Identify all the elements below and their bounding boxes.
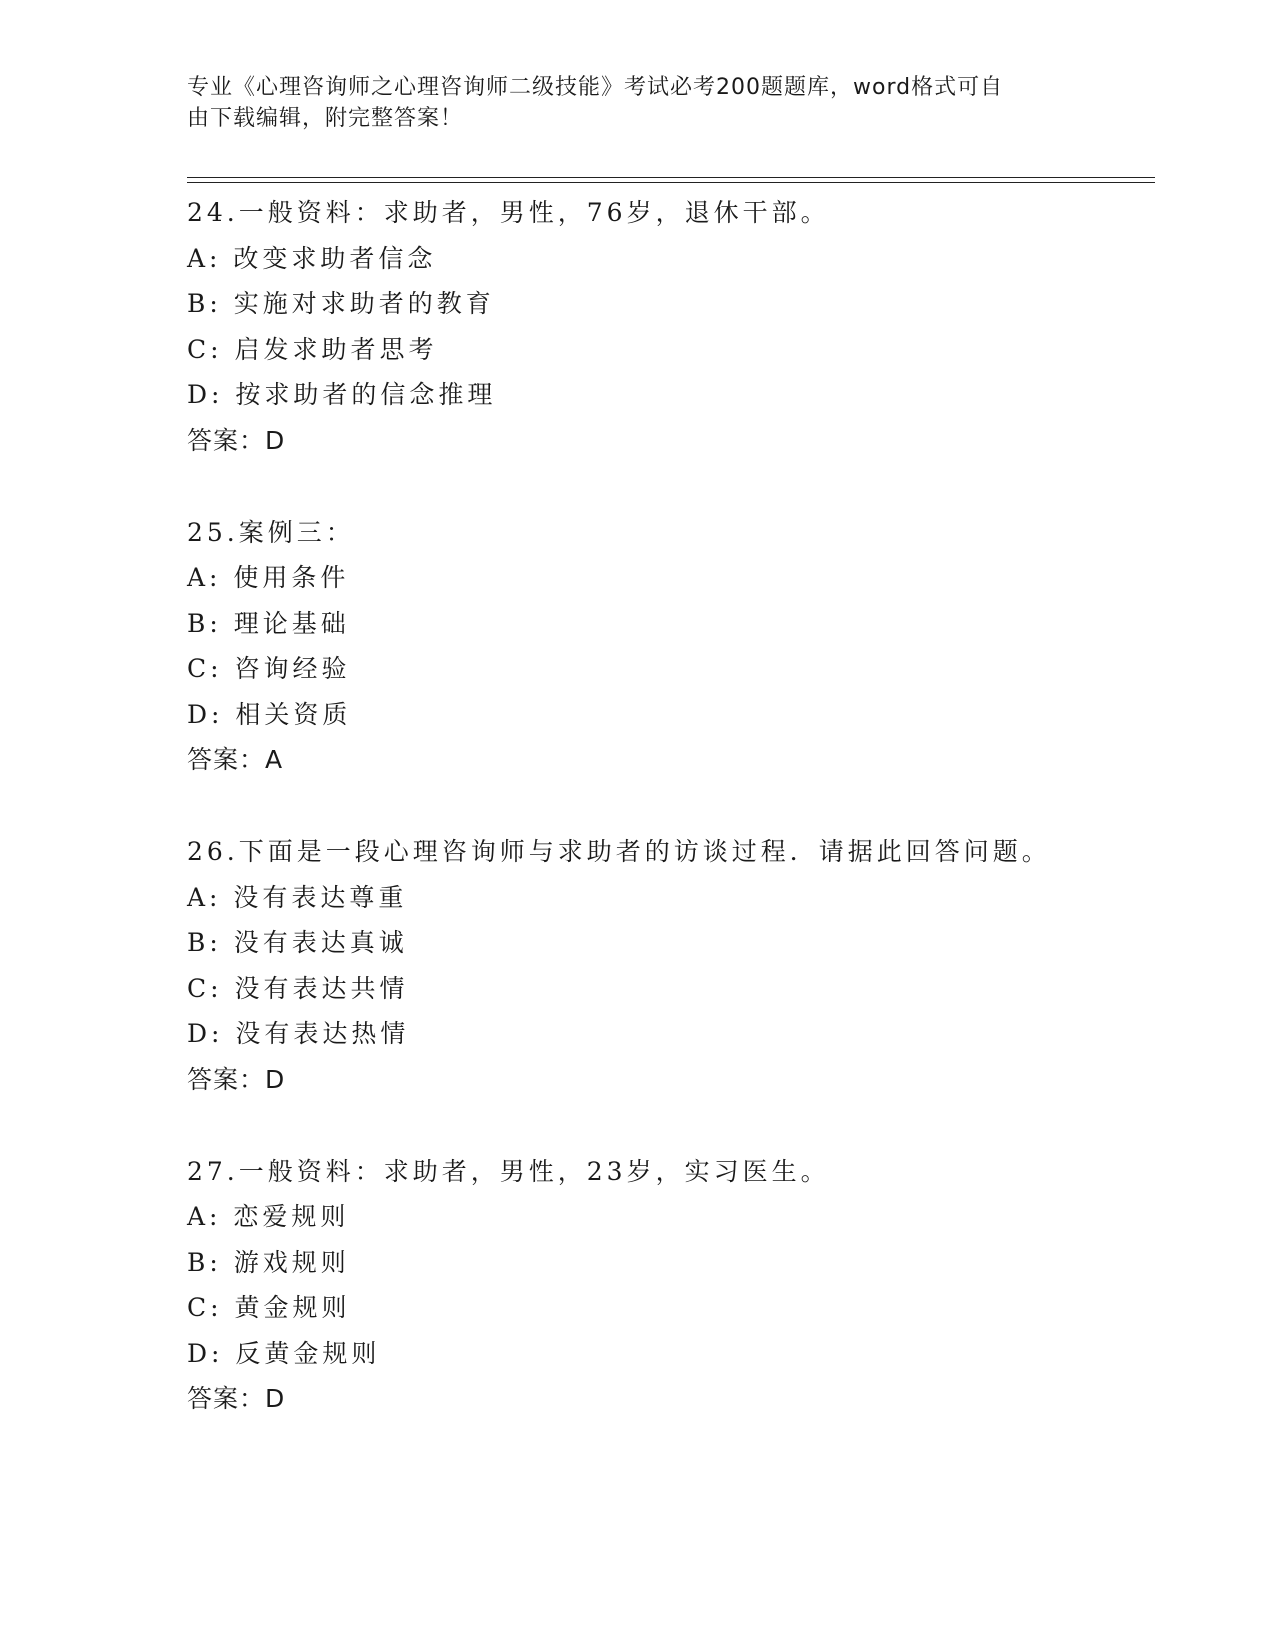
answer-label: 答案：D — [187, 1384, 286, 1413]
option-d: D: 相关资质 — [187, 699, 352, 729]
option-a: A: 恋爱规则 — [187, 1202, 350, 1231]
header-line-1: 专业《心理咨询师之心理咨询师二级技能》考试必考200题题库，word格式可自 — [187, 75, 1004, 100]
option-c: C: 咨询经验 — [187, 654, 351, 683]
option-d: D: 没有表达热情 — [187, 1019, 410, 1048]
option-b: B: 实施对求助者的教育 — [187, 289, 495, 318]
question-26 — [187, 829, 1155, 1103]
option-c: C: 没有表达共情 — [187, 973, 409, 1003]
option-a: A: 使用条件 — [187, 563, 350, 592]
option-b: B: 游戏规则 — [187, 1247, 350, 1277]
question-list — [187, 190, 1155, 1468]
document-header — [187, 72, 1067, 134]
option-d: D: 按求助者的信念推理 — [187, 380, 497, 409]
option-d: D: 反黄金规则 — [187, 1338, 381, 1368]
option-b: B: 没有表达真诚 — [187, 928, 408, 957]
question-stem: 25.案例三： — [187, 517, 355, 547]
question-25 — [187, 510, 1155, 784]
answer-label: 答案：D — [187, 425, 286, 455]
question-stem: 24.一般资料：求助者，男性，76岁，退休干部。 — [187, 198, 830, 227]
option-a: A: 改变求助者信念 — [187, 243, 437, 273]
header-line-2: 由下载编辑，附完整答案！ — [187, 106, 464, 131]
answer-label: 答案：D — [187, 1064, 286, 1094]
option-a: A: 没有表达尊重 — [187, 882, 408, 912]
question-24 — [187, 190, 1155, 464]
answer-label: 答案：A — [187, 745, 284, 774]
option-c: C: 启发求助者思考 — [187, 334, 438, 364]
question-stem: 26.下面是一段心理咨询师与求助者的访谈过程．请据此回答问题。 — [187, 837, 1051, 866]
option-b: B: 理论基础 — [187, 608, 350, 638]
question-27 — [187, 1149, 1155, 1423]
option-c: C: 黄金规则 — [187, 1293, 351, 1322]
question-stem: 27.一般资料：求助者，男性，23岁，实习医生。 — [187, 1156, 830, 1186]
header-divider-bottom — [187, 182, 1155, 183]
header-divider-top — [187, 177, 1155, 178]
